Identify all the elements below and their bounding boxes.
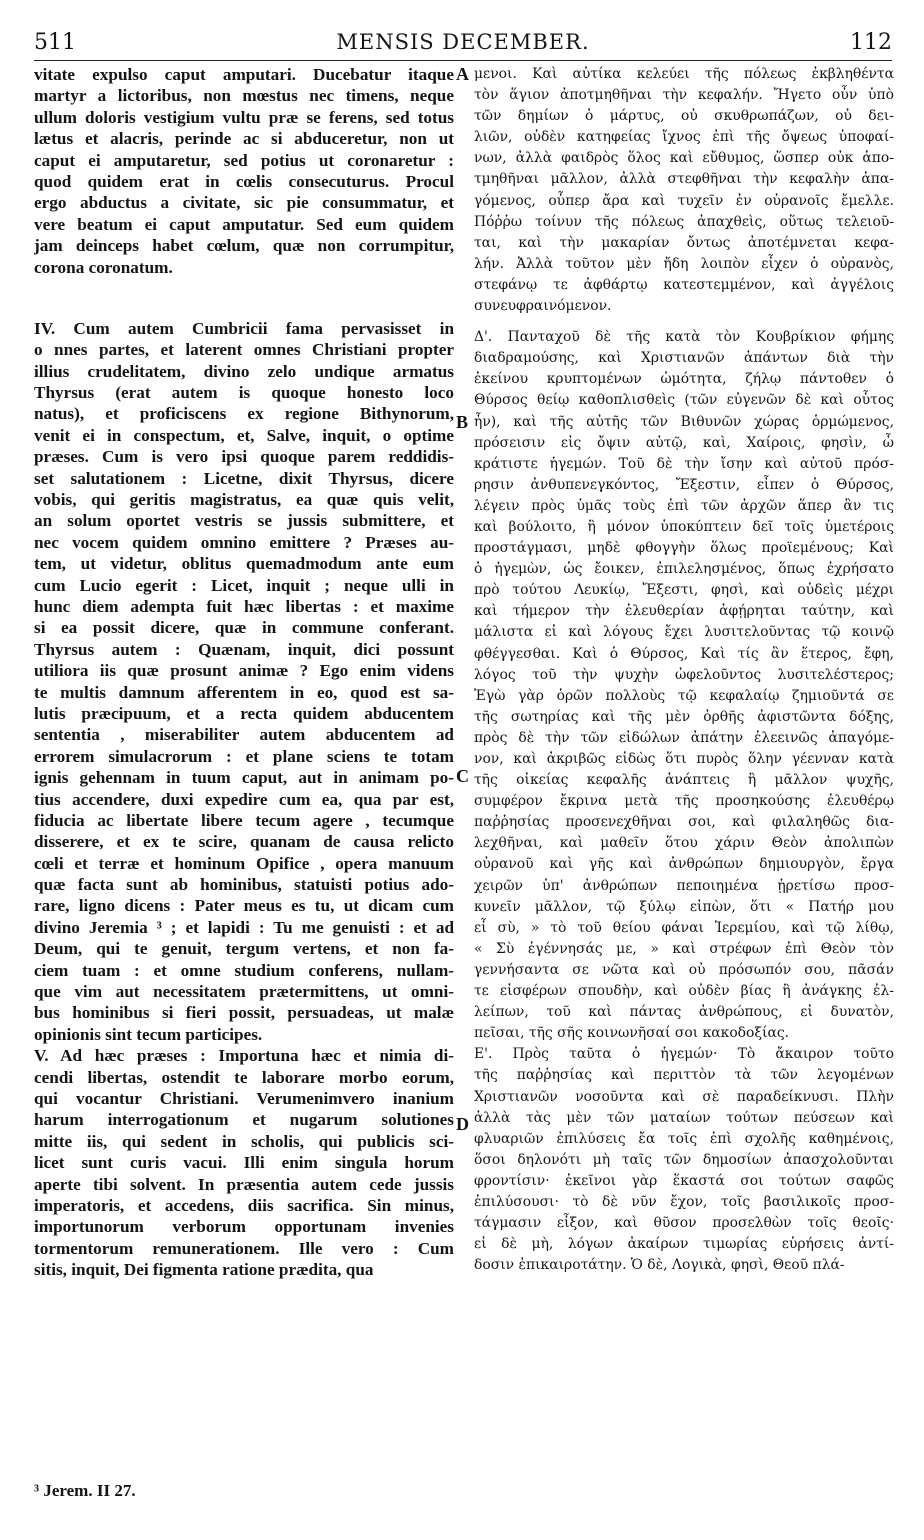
text-line: ἐπιλύσουσι· τὸ δὲ νῦν ἔχον, τοῖς βασιλικοῖς προσ- [474,1193,894,1210]
text-line: εἰ δὲ μὴ, λόγων ἀκαίρων τιμωρίας εὑρήσεις ἀντί- [474,1236,894,1253]
text-line: τῆς σωτηρίας καὶ τῆς μὲν ὀρθῆς ἀφιστῶντα δόξης, [474,708,894,725]
text-line: vitate expulso caput amputari. Ducebatur itaque [34,65,454,84]
text-line: παῤῥησίας προσενεχθῆναι σοι, καὶ φιλαληθῶς δια- [474,814,894,831]
paragraph-gap [34,278,454,318]
text-line: ὅσοι δηλονότι μὴ ταῖς τῶν δημοσίων ἀπασχολοῦνται [474,1151,894,1168]
text-line: ergo abductus a civitate, sic pie consummatur, et [34,193,454,213]
text-line: mitte iis, qui sedent in scholis, qui publicis sci- [34,1131,454,1151]
text-line: caput ei amputaretur, sed potius ut coronaretur : [34,150,454,170]
text-line: cum Lucio egerit : Licet, inquit ; neque ulli in [34,575,454,595]
text-line: τάγμασιν εἶξον, καὶ θῦσον προσελθὼν τοῖς θεοῖς· [474,1215,894,1232]
text-line: ρησιν ἀνθυπενεγκόντος, Ἔξεστιν, εἶπεν ὁ Θύρσος, [474,476,894,493]
text-line: qui vocantur Christiani. Verumenimvero inanium [34,1088,454,1108]
text-line: τμηθῆναι μᾶλλον, ἀλλὰ στεφθῆναι τὴν κεφαλὴν ἀπα- [474,171,894,188]
text-line: disserere, et ex te scire, quanam de causa relicto [34,832,454,852]
text-line: ciem tuam : et omne studium conferens, nullam- [34,960,454,980]
text-line: λιῶν, οὐδὲν κατηφείας ἴχνος ἐπὶ τῆς ὄψεως ὑποφαί- [474,129,894,146]
text-line: λόγος τοῦ τὴν ψυχὴν ὠφελοῦντος λυσιτελέστερος; [474,666,894,683]
text-line: rare, ligno dicens : Pater meus es tu, ut dicam cum [34,896,454,916]
text-line: tius accendere, duxi expedire cum ea, qua par est, [34,789,454,809]
text-line: διαδραμούσης, καὶ Χριστιανῶν ἁπάντων διὰ τὴν [474,350,894,367]
text-line: aperte tibi solvent. In præsentia autem cede jussis [34,1174,454,1194]
text-line: λείπων, τοῦ καὶ πάντας ἀνθρώπους, εἰ δυνατὸν, [474,1004,894,1021]
text-line: κράτιστε ἡγεμών. Τοῦ δὲ τὴν ἴσην καὶ αὐτοῦ πρόσ- [474,455,894,472]
text-line: quod quidem erat in cœlis consecuturus. Procul [34,171,454,191]
text-line: πεῖσαι, τῆς σῆς κοινωνῆσαί σοι κακοδοξίας. [474,1025,790,1042]
text-line: τῶν δημίων ὁ μάρτυς, οὐ σκυθρωπάζων, οὐ δει- [474,108,894,125]
text-line: καὶ τήμερον τὴν ἐλευθερίαν ἀφῄρηται ταύτην, καὶ [474,603,894,620]
text-line: nec vocem quidem omnino emittere ? Præses au- [34,532,454,552]
text-line: vere beatum ei caput amputatur. Sed eum quidem [34,214,454,234]
text-line: que vim aut necessitatem prætermittens, ut omni- [34,982,454,1002]
text-line: utiliora iis quæ prosunt animæ ? Ego enim videns [34,661,454,681]
text-line: χειρῶν ὑπ' ἀνθρώπων πεποιημένα ᾑρετίσω προσ- [474,877,894,894]
text-line: μάλιστα εἰ καὶ λόγους ἔχει λυσιτελοῦντας τῷ κοινῷ [474,624,894,641]
text-line: o nnes partes, et laterent omnes Christiani propter [34,340,454,360]
text-line: συνευφραινόμενον. [474,298,612,315]
margin-marker-d: D [456,1114,469,1134]
running-header [34,30,892,60]
text-line: προστάγμασι, μηδὲ φθογγὴν ὅλως προϊεμένους; Καὶ [474,540,894,557]
latin-column [34,64,454,1280]
text-line: vobis, qui geritis magistratus, ea quæ quis velit, [34,490,454,510]
text-line: set salutationem : Licetne, dixit Thyrsus, dicere [34,468,454,488]
text-line: λήν. Ἀλλὰ τοῦτον μὲν ἤδη λοιπὸν εἶχεν ὁ οὐρανὸς, [474,255,894,272]
text-line: ἀλλὰ τὰς μὲν τῶν ματαίων τούτων πεύσεων καὶ [474,1109,894,1126]
text-line: Δ'. Πανταχοῦ δὲ τῆς κατὰ τὸν Κουβρίκιον φήμης [474,329,894,346]
text-line: quæ facta sunt ab hominibus, statuisti potius ado- [34,875,454,895]
text-line: harum interrogationum et nugarum solutiones [34,1110,454,1130]
text-line: ἦν), καὶ τῆς αὐτῆς τῶν Βιθυνῶν χώρας ὁρμώμενος, [474,413,894,430]
text-line: φθέγγεσθαι. Καὶ ὁ Θύρσος, Καὶ τίς ἂν ἕτερος, ἔφη, [474,645,894,662]
greek-column [474,64,894,1276]
text-line: νον, καὶ ἀκριβῶς εἰδὼς ὅτι πυρὸς ὅλην γέενναν κατὰ [474,751,894,767]
text-line: Ε'. Πρὸς ταῦτα ὁ ἡγεμών· Τὸ ἄκαιρον τοῦτο [474,1046,894,1063]
text-line: tem, ut videtur, oblitus quemadmodum ante eum [34,554,454,574]
text-line: hunc diem adempta fuit hæc libertas : et maxime [34,596,454,616]
text-line: fiducia ac libertate libere tecum agere , tecumque [34,810,454,830]
text-line: ἐκείνου κρυπτομένων ὠμότητα, ζήλῳ πάντοθεν ὁ [474,371,894,388]
text-line: divino Jeremia ³ ; et lapidi : Tu me genuisti : et ad [34,917,454,937]
text-line: errorem simulacrorum : et plane sciens te totam [34,746,454,766]
text-line: sententia , miserabiliter autem abducentem ad [34,725,454,745]
paragraph-gap [474,317,894,327]
text-line: ὁ ἡγεμὼν, ὡς ἔοικεν, ἐπιλελησμένος, ὅπως ἐχρήσατο [474,561,894,578]
text-line: sitis, inquit, Dei figmenta ratione prædita, qua [34,1260,374,1280]
text-line: φροντίσιν· ἐκεῖνοι γὰρ ἕκαστά σοι τούτων σαφῶς [474,1172,894,1189]
text-line: τὸν ἅγιον ἀποτμηθῆναι τὴν κεφαλήν. Ἤγετο οὖν ὑπὸ [474,87,894,104]
text-line: τῆς οἰκείας κεφαλῆς ἀνάπτεις ἢ μᾶλλον ψυχῆς, [474,772,894,789]
text-line: ignis gehennam in tuum caput, aut in animam po- [34,768,454,788]
text-line: γεννήσαντα σε νῶτα καὶ οὐ πρόσωπόν σου, πᾶσάν [474,961,894,978]
text-line: corona coronatum. [34,257,173,277]
text-line: tormentorum remunerationem. Ille vero : Cum [34,1238,454,1258]
text-line: cendi libertas, ostendit te laborare morbo eorum, [34,1067,454,1087]
text-line: πρὸ τούτου Λευκίῳ, Ἔξεστι, φησὶ, καὶ οὐδεὶς μέχρι [474,582,894,599]
header-rule [34,60,892,61]
text-line: τε εἰσφέρων σπουδὴν, καὶ οὐδὲν βίας ἢ ἀνάγκης ἐλ- [474,983,894,1000]
text-line: οὐρανοῦ καὶ γῆς καὶ ἀνθρώπων δημιουργὸν, ἔργα [474,856,894,873]
text-line: si ea possit dicere, quæ in commune conferant. [34,618,454,638]
text-line: lætus et alacris, perinde ac si abduceretur, non ut [34,129,454,149]
text-line: bus hominibus si fieri possit, persuadeas, ut malæ [34,1003,454,1023]
text-line: Θύρσος θείῳ καθοπλισθεὶς (τῶν εὐγενῶν δὲ καὶ οὗτος [474,392,894,409]
page-number-left: 511 [34,30,76,55]
margin-marker-a: A [456,64,469,84]
text-line: Πόῤῥω τοίνυν τῆς πόλεως ἀπαχθεὶς, οὕτως τελειοῦ- [474,213,894,230]
text-line: ται, καὶ τὴν μακαρίαν ὄντως ἀποτέμνεται κεφα- [474,234,894,251]
text-line: an solum oportet vestris se jussis submittere, et [34,511,454,531]
page-number-right: 112 [850,30,892,55]
text-line: cœli et terræ et hominum Opifice , opera manuum [34,853,454,873]
text-line: jam deinceps habet cœlum, quæ non corrumpitur, [34,236,454,256]
text-line: venit ei in conspectum, et, Salve, inquit, o optime [34,425,454,445]
text-line: γόμενος, οὗπερ ἄρα καὶ τυχεῖν ἐν οὐρανοῖς ἔμελλε. [474,192,894,209]
text-line: κυνεῖν μᾶλλον, τῷ ξύλῳ εἰπὼν, ὅτι « Πατήρ μου [474,898,894,915]
footnote: ³ Jerem. II 27. [34,1481,136,1500]
text-line: πρόσεισιν εἰς ὄψιν αὐτῷ, καὶ, Χαίροις, φησὶν, ὦ [474,434,894,451]
text-line: Χριστιανῶν νοσοῦντα καὶ σὲ παραδείκνυσι. Πλὴν [474,1088,894,1105]
text-line: εἶ σὺ, » τὸ τοῦ θείου φάναι Ἱερεμίου, καὶ τῷ λίθῳ, [474,919,894,936]
text-line: νων, ἀλλὰ φαιδρὸς ὅλος καὶ εὔθυμος, ὥσπερ οὐκ ἀπο- [474,150,894,167]
text-line: imperatoris, et accedens, diis sacrifica. Sin minus, [34,1195,454,1215]
text-line: φλυαριῶν ἐπιλύσεις ἔα τοῖς ἐπὶ σχολῆς καθημένοις, [474,1130,894,1147]
running-title: MENSIS DECEMBER. [336,30,590,54]
text-line: συμφέρον ἔκρινα μετὰ τῆς προσηκούσης ἐλευθέρῳ [474,793,894,810]
text-line: ullum doloris vestigium vultu præ se ferens, sed totus [34,107,454,127]
text-line: natus), et proficiscens ex regione Bithynorum, [34,404,454,424]
text-line: præses. Cum is vero ipsi quoque parem reddidis- [34,447,454,467]
text-line: καὶ βούλοιτο, ἢ μόνον ὑποκύπτειν δεῖ τοῖς ὑμετέροις [474,518,894,535]
text-line: λεχθῆναι, καὶ μαθεῖν ὅτου χάριν Θεὸν ἀπολιπὼν [474,835,894,852]
text-line: illius crudelitatem, divino zelo undique armatus [34,361,454,381]
text-line: Thyrsus autem : Quænam, inquit, dici possunt [34,639,454,659]
text-line: te multis damnum afferentem in eo, quod est sa- [34,682,454,702]
text-line: martyr a lictoribus, non mœstus nec timens, neque [34,86,454,106]
margin-marker-c: C [456,766,469,786]
text-line: importunorum verborum opportunam invenies [34,1217,454,1237]
text-line: opinionis sint tecum participes. [34,1024,263,1044]
text-line: δοσιν ἐπικαιροτάτην. Ὁ δὲ, Λογικὰ, φησὶ, Θεοῦ πλά- [474,1257,845,1274]
text-line: lutis præcipuum, et a recta quidem abducentem [34,703,454,723]
text-line: στεφάνῳ τε ἀφθάρτῳ κατεστεμμένον, καὶ ἀγγέλοις [474,276,894,293]
text-line: λέγειν πρὸς ὑμᾶς τοὺς ἐπὶ τῶν ἀρχῶν ἅπερ ἂν τις [474,497,894,514]
text-line: τῆς παῤῥησίας καὶ περιττὸν τὰ τῶν λεγομένων [474,1067,894,1084]
text-line: « Σὺ ἐγέννησάς με, » καὶ στρέφων ἐπὶ Θεὸν τὸν [474,940,894,957]
text-line: licet sunt curis vacui. Illi enim singula horum [34,1153,454,1173]
text-line: μενοι. Καὶ αὐτίκα κελεύει τῆς πόλεως ἐκβληθέντα [474,66,894,82]
text-line: Ἐγὼ γὰρ ὁρῶν πολλοὺς τῷ κεφαλαίῳ ζημιοῦντά σε [474,687,894,704]
text-line: IV. Cum autem Cumbricii fama pervasisset in [34,318,454,338]
text-line: Deum, qui te genuit, tergum vertens, et non fa- [34,939,454,959]
text-line: Thyrsus (erat autem is quoque honesto loco [34,383,454,403]
text-line: V. Ad hæc præses : Importuna hæc et nimia di- [34,1046,454,1066]
text-line: πρὸς δὲ τὴν τῶν εἰδώλων ἀπάτην ἐλεεινῶς ἀπαγόμε- [474,729,894,746]
margin-marker-b: B [456,412,469,432]
